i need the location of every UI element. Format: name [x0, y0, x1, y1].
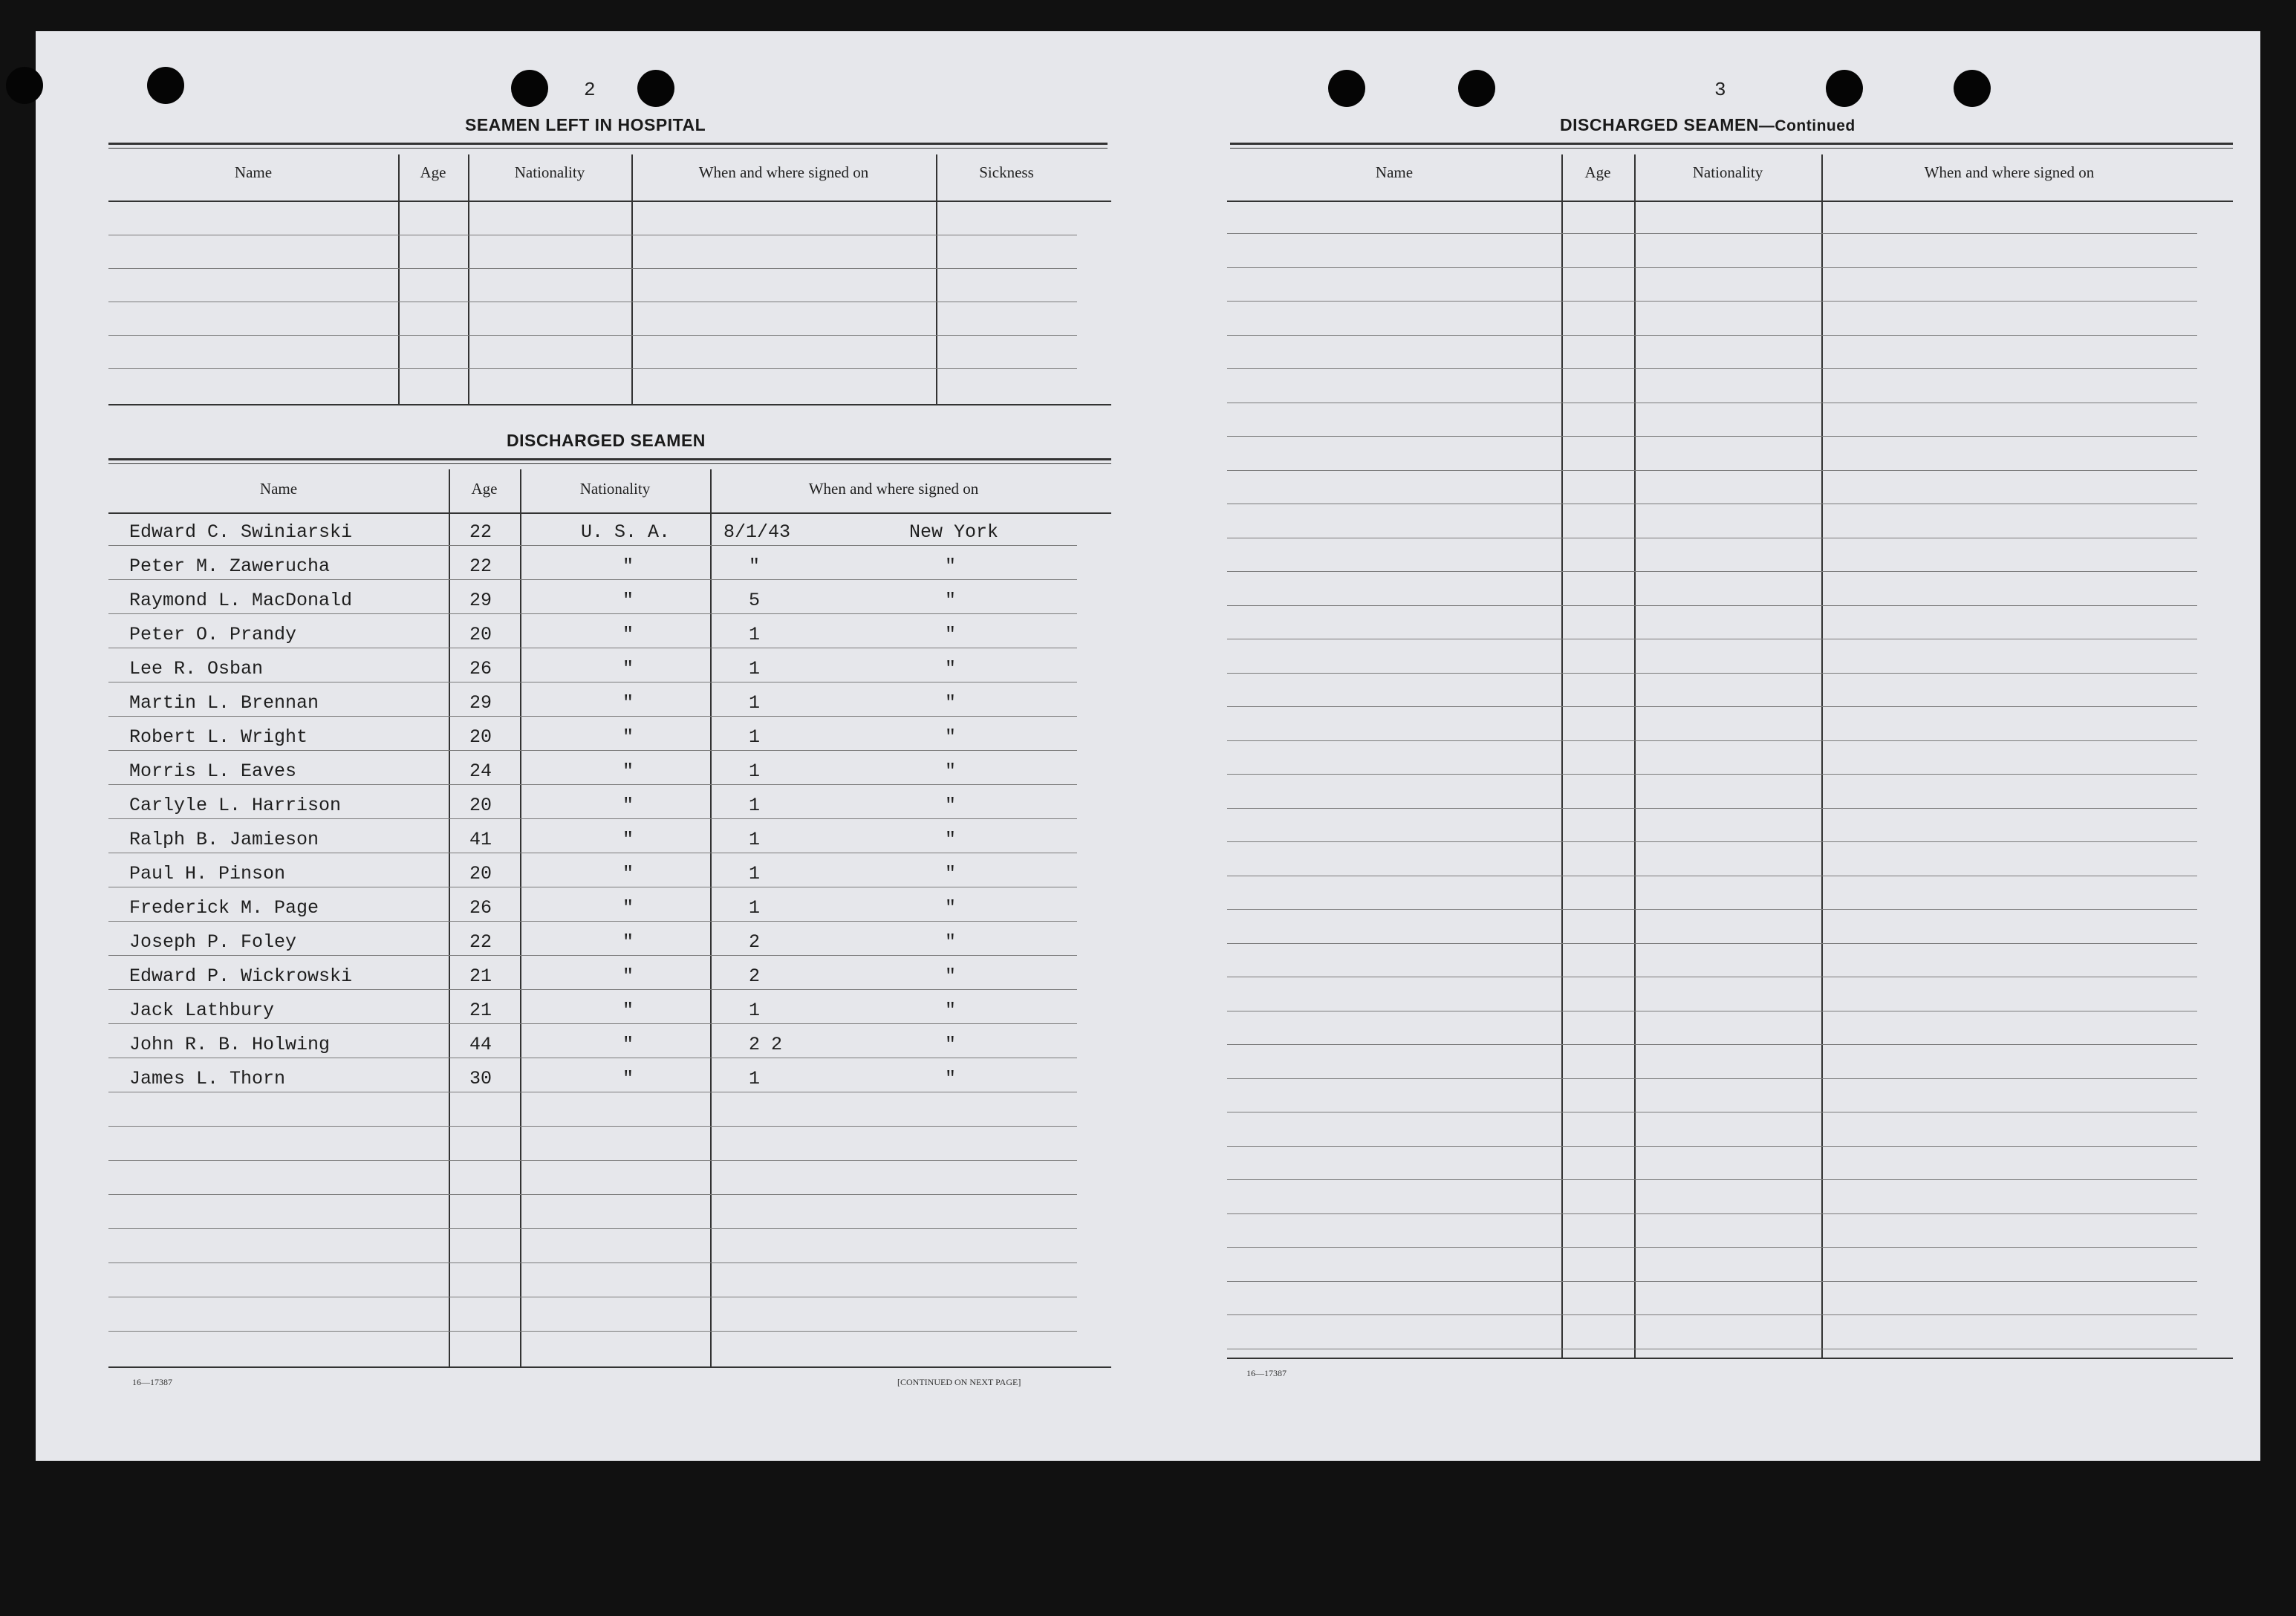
signed-on-place: " — [945, 726, 957, 748]
column-header-nationality: Nationality — [1692, 163, 1763, 181]
signed-on-place: " — [945, 760, 957, 782]
seaman-nationality: " — [622, 624, 634, 645]
row-rule — [1227, 1179, 2197, 1180]
row-rule — [1227, 1213, 2197, 1214]
seaman-nationality: " — [622, 556, 634, 577]
row-rule — [1227, 1247, 2197, 1248]
signed-on-place: " — [945, 829, 957, 850]
signed-on-date: 1 — [749, 897, 761, 919]
column-header-nationality: Nationality — [579, 480, 651, 498]
signed-on-date: 1 — [749, 692, 761, 714]
seaman-age: 21 — [469, 1000, 492, 1021]
seaman-name: Ralph B. Jamieson — [129, 829, 319, 850]
signed-on-date: 2 2 — [749, 1034, 783, 1055]
discharged-top-rule-thin — [108, 463, 1111, 464]
seaman-nationality: " — [622, 863, 634, 884]
seaman-age: 30 — [469, 1068, 492, 1089]
seaman-age: 20 — [469, 795, 492, 816]
signed-on-date: 1 — [749, 795, 761, 816]
seaman-name: John R. B. Holwing — [129, 1034, 331, 1055]
row-rule — [108, 1194, 1077, 1195]
page-number-right: 3 — [1714, 79, 1726, 101]
seaman-name: Morris L. Eaves — [129, 760, 297, 782]
column-divider — [520, 469, 521, 1366]
signed-on-place: " — [945, 965, 957, 987]
column-header-when-and-where-signed-on: When and where signed on — [1924, 163, 2095, 181]
row-rule — [1227, 909, 2197, 910]
column-header-sickness: Sickness — [979, 163, 1034, 181]
signed-on-date: 1 — [749, 658, 761, 680]
row-rule — [108, 613, 1077, 614]
row-rule — [108, 1126, 1077, 1127]
row-rule — [108, 1331, 1077, 1332]
row-rule — [108, 750, 1077, 751]
row-rule — [108, 368, 1077, 369]
punch-hole — [6, 67, 43, 104]
signed-on-place: " — [945, 931, 957, 953]
punch-hole — [1954, 70, 1991, 107]
column-header-name: Name — [234, 163, 273, 181]
hospital-top-rule-thin — [108, 148, 1108, 149]
row-rule — [108, 268, 1077, 269]
row-rule — [108, 579, 1077, 580]
row-rule — [108, 1228, 1077, 1229]
discharged-top-rule — [108, 458, 1111, 460]
column-header-when-and-where-signed-on: When and where signed on — [698, 163, 869, 181]
seaman-nationality: " — [622, 658, 634, 680]
row-rule — [108, 1160, 1077, 1161]
hospital-top-rule — [108, 143, 1108, 145]
row-rule — [1227, 233, 2197, 234]
seaman-nationality: " — [622, 965, 634, 987]
row-rule — [108, 1023, 1077, 1024]
signed-on-date: 2 — [749, 965, 761, 987]
row-rule — [1227, 436, 2197, 437]
right-top-rule — [1230, 143, 2233, 145]
signed-on-place: " — [945, 897, 957, 919]
signed-on-place: " — [945, 1000, 957, 1021]
row-rule — [1227, 808, 2197, 809]
seaman-age: 44 — [469, 1034, 492, 1055]
row-rule — [1227, 571, 2197, 572]
column-divider — [468, 154, 469, 404]
form-number-right: 16—17387 — [1246, 1368, 1287, 1378]
punch-hole — [1458, 70, 1495, 107]
right-bottom-rule — [1227, 1358, 2233, 1359]
column-header-age: Age — [420, 163, 446, 181]
punch-hole — [1328, 70, 1365, 107]
signed-on-date: 1 — [749, 726, 761, 748]
row-rule — [108, 545, 1077, 546]
seaman-name: Carlyle L. Harrison — [129, 795, 342, 816]
hospital-section-title: SEAMEN LEFT IN HOSPITAL — [465, 115, 706, 134]
seaman-name: Peter M. Zawerucha — [129, 556, 331, 577]
seaman-name: Edward C. Swiniarski — [129, 521, 353, 543]
signed-on-place: New York — [909, 521, 999, 543]
row-rule — [1227, 740, 2197, 741]
discharged-section-title: DISCHARGED SEAMEN — [507, 431, 706, 450]
seaman-age: 20 — [469, 726, 492, 748]
seaman-name: Joseph P. Foley — [129, 931, 297, 953]
seaman-age: 22 — [469, 931, 492, 953]
right-top-rule-thin — [1230, 148, 2233, 149]
row-rule — [108, 784, 1077, 785]
column-header-age: Age — [471, 480, 498, 498]
signed-on-date: 2 — [749, 931, 761, 953]
seaman-age: 20 — [469, 624, 492, 645]
signed-on-date: 1 — [749, 829, 761, 850]
seaman-age: 21 — [469, 965, 492, 987]
signed-on-place: " — [945, 590, 957, 611]
seaman-nationality: " — [622, 1034, 634, 1055]
seaman-nationality: " — [622, 1000, 634, 1021]
seaman-name: Martin L. Brennan — [129, 692, 319, 714]
seaman-name: Edward P. Wickrowski — [129, 965, 353, 987]
row-rule — [1227, 1078, 2197, 1079]
page-number-left: 2 — [584, 79, 596, 101]
signed-on-place: " — [945, 863, 957, 884]
signed-on-date: 1 — [749, 863, 761, 884]
seaman-age: 24 — [469, 760, 492, 782]
discharged-bottom-rule — [108, 1366, 1111, 1368]
column-header-when-and-where-signed-on: When and where signed on — [808, 480, 979, 498]
row-rule — [108, 1262, 1077, 1263]
row-rule — [1227, 335, 2197, 336]
seaman-name: Paul H. Pinson — [129, 863, 286, 884]
seaman-age: 41 — [469, 829, 492, 850]
row-rule — [1227, 943, 2197, 944]
column-header-nationality: Nationality — [514, 163, 585, 181]
signed-on-place: " — [945, 658, 957, 680]
seaman-age: 22 — [469, 521, 492, 543]
seaman-nationality: " — [622, 726, 634, 748]
seaman-name: Robert L. Wright — [129, 726, 308, 748]
row-rule — [1227, 706, 2197, 707]
seaman-name: Lee R. Osban — [129, 658, 264, 680]
signed-on-place: " — [945, 1068, 957, 1089]
document-sheet — [36, 31, 2260, 1461]
row-rule — [1227, 368, 2197, 369]
seaman-nationality: " — [622, 590, 634, 611]
row-rule — [1227, 605, 2197, 606]
seaman-nationality: " — [622, 829, 634, 850]
right-header-rule — [1227, 201, 2233, 202]
column-header-name: Name — [1375, 163, 1414, 181]
row-rule — [1227, 673, 2197, 674]
seaman-age: 20 — [469, 863, 492, 884]
row-rule — [1227, 774, 2197, 775]
signed-on-date: 1 — [749, 624, 761, 645]
hospital-bottom-rule — [108, 404, 1111, 405]
row-rule — [108, 921, 1077, 922]
seaman-nationality: " — [622, 897, 634, 919]
signed-on-place: " — [945, 556, 957, 577]
seaman-nationality: " — [622, 760, 634, 782]
row-rule — [1227, 1146, 2197, 1147]
row-rule — [108, 955, 1077, 956]
punch-hole — [637, 70, 674, 107]
form-number-left: 16—17387 — [132, 1377, 172, 1387]
punch-hole — [511, 70, 548, 107]
seaman-age: 22 — [469, 556, 492, 577]
seaman-name: Raymond L. MacDonald — [129, 590, 353, 611]
right-title-main: DISCHARGED SEAMEN — [1560, 115, 1759, 134]
seaman-name: Peter O. Prandy — [129, 624, 297, 645]
row-rule — [1227, 1281, 2197, 1282]
column-divider — [631, 154, 633, 404]
seaman-age: 29 — [469, 692, 492, 714]
seaman-nationality: " — [622, 1068, 634, 1089]
signed-on-place: " — [945, 795, 957, 816]
column-divider — [398, 154, 400, 404]
hospital-header-rule — [108, 201, 1111, 202]
signed-on-date: 8/1/43 — [723, 521, 791, 543]
column-divider — [710, 469, 712, 1366]
signed-on-place: " — [945, 692, 957, 714]
discharged-header-rule — [108, 512, 1111, 514]
row-rule — [108, 716, 1077, 717]
right-section-title — [1560, 115, 1856, 135]
row-rule — [1227, 470, 2197, 471]
seaman-nationality: " — [622, 931, 634, 953]
row-rule — [108, 818, 1077, 819]
signed-on-date: 5 — [749, 590, 761, 611]
seaman-nationality: U. S. A. — [581, 521, 671, 543]
signed-on-date: " — [749, 556, 761, 577]
column-header-name: Name — [259, 480, 298, 498]
signed-on-place: " — [945, 1034, 957, 1055]
seaman-age: 29 — [469, 590, 492, 611]
punch-hole — [147, 67, 184, 104]
row-rule — [108, 989, 1077, 990]
seaman-nationality: " — [622, 795, 634, 816]
seaman-age: 26 — [469, 897, 492, 919]
punch-hole — [1826, 70, 1863, 107]
seaman-name: Jack Lathbury — [129, 1000, 275, 1021]
seaman-age: 26 — [469, 658, 492, 680]
row-rule — [1227, 301, 2197, 302]
seaman-nationality: " — [622, 692, 634, 714]
signed-on-place: " — [945, 624, 957, 645]
row-rule — [1227, 1044, 2197, 1045]
signed-on-date: 1 — [749, 1068, 761, 1089]
column-divider — [449, 469, 450, 1366]
seaman-name: James L. Thorn — [129, 1068, 286, 1089]
row-rule — [1227, 267, 2197, 268]
signed-on-date: 1 — [749, 760, 761, 782]
signed-on-date: 1 — [749, 1000, 761, 1021]
right-title-suffix: —Continued — [1758, 117, 1856, 134]
seaman-name: Frederick M. Page — [129, 897, 319, 919]
continued-note: [CONTINUED ON NEXT PAGE] — [897, 1377, 1021, 1387]
row-rule — [1227, 841, 2197, 842]
column-header-age: Age — [1584, 163, 1611, 181]
column-divider — [936, 154, 937, 404]
row-rule — [1227, 1314, 2197, 1315]
row-rule — [108, 335, 1077, 336]
